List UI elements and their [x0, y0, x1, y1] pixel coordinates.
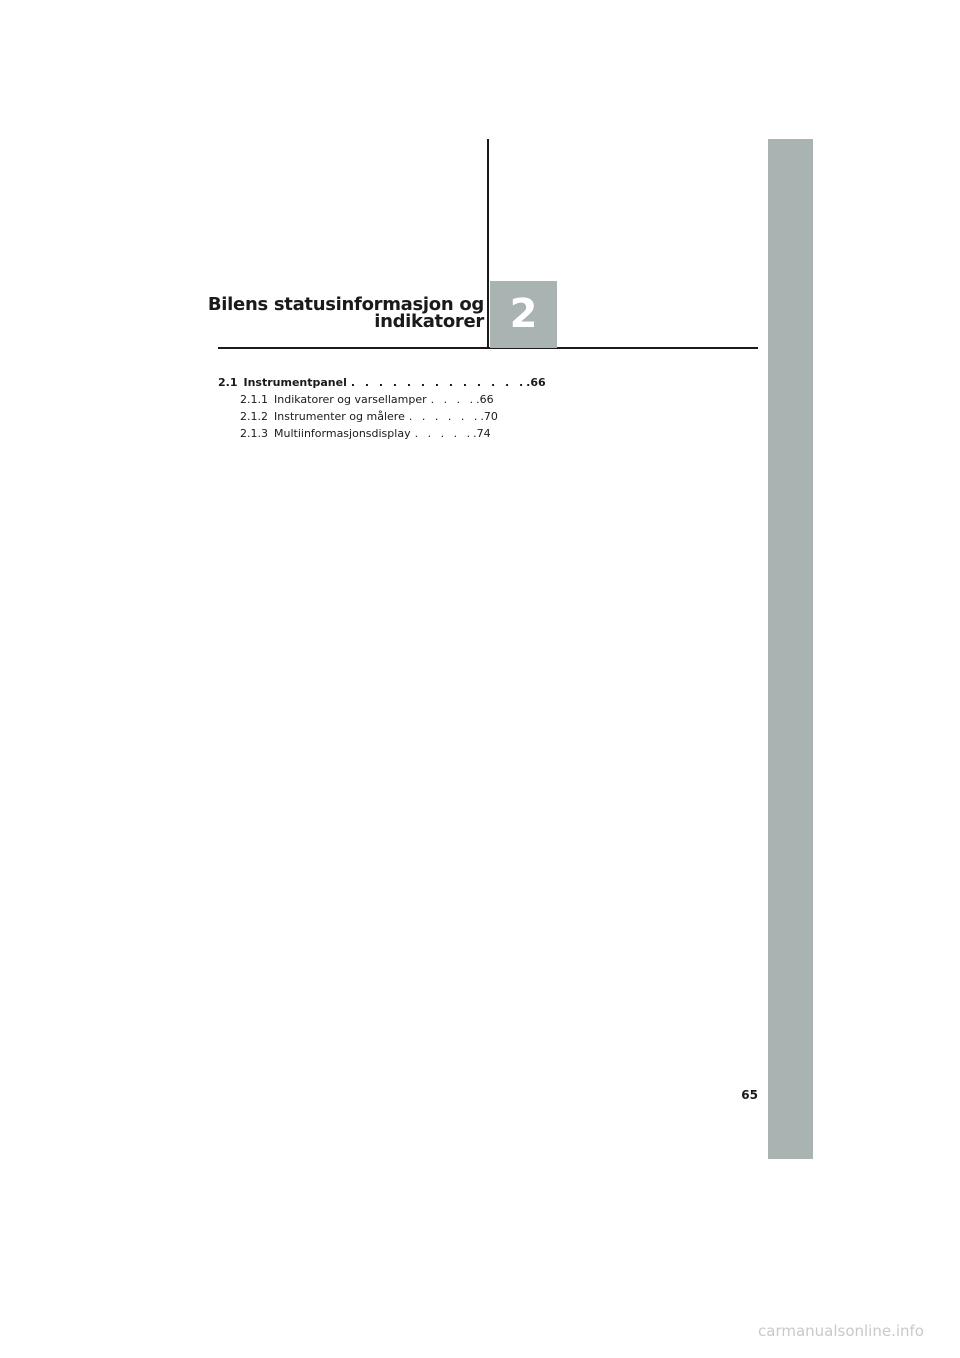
toc-entry-page: .70 [480, 410, 498, 423]
toc-main-entry[interactable] [218, 374, 546, 391]
chapter-title-line-2: indikatorer [374, 311, 484, 332]
toc-entry-leader: . . . . . . . . . . . . . [350, 376, 527, 389]
toc-entry-title: Instrumentpanel [243, 376, 347, 389]
toc-entry-page: .66 [476, 393, 494, 406]
table-of-contents [218, 374, 546, 442]
toc-entry-number: 2.1.2 [240, 410, 268, 423]
chapter-title-line-1: Bilens statusinformasjon og [207, 294, 484, 315]
toc-entry-title: Indikatorer og varsellamper [274, 393, 427, 406]
toc-entry-page: .74 [473, 427, 491, 440]
chapter-side-tab [768, 139, 813, 1159]
toc-entry-title: Multiinformasjonsdisplay [274, 427, 411, 440]
toc-entry-number: 2.1.3 [240, 427, 268, 440]
toc-entry-title: Instrumenter og målere [274, 410, 405, 423]
chapter-title [184, 296, 484, 330]
chapter-number-box [490, 281, 557, 348]
toc-sub-entry[interactable] [218, 408, 498, 425]
page-number: 65 [741, 1088, 758, 1102]
chapter-number: 2 [509, 291, 538, 337]
header-horizontal-rule [218, 347, 758, 349]
toc-entry-leader: . . . . . [414, 427, 474, 440]
header-vertical-rule [487, 139, 489, 348]
toc-entry-leader: . . . . . . [408, 410, 481, 423]
toc-sub-entry[interactable] [218, 391, 494, 408]
toc-entry-number: 2.1 [218, 376, 238, 389]
toc-entry-page: .66 [526, 376, 546, 389]
toc-entry-leader: . . . . [430, 393, 477, 406]
footer-watermark-text[interactable]: carmanualsonline.info [758, 1322, 924, 1340]
toc-sub-entry[interactable] [218, 425, 491, 442]
toc-entry-number: 2.1.1 [240, 393, 268, 406]
